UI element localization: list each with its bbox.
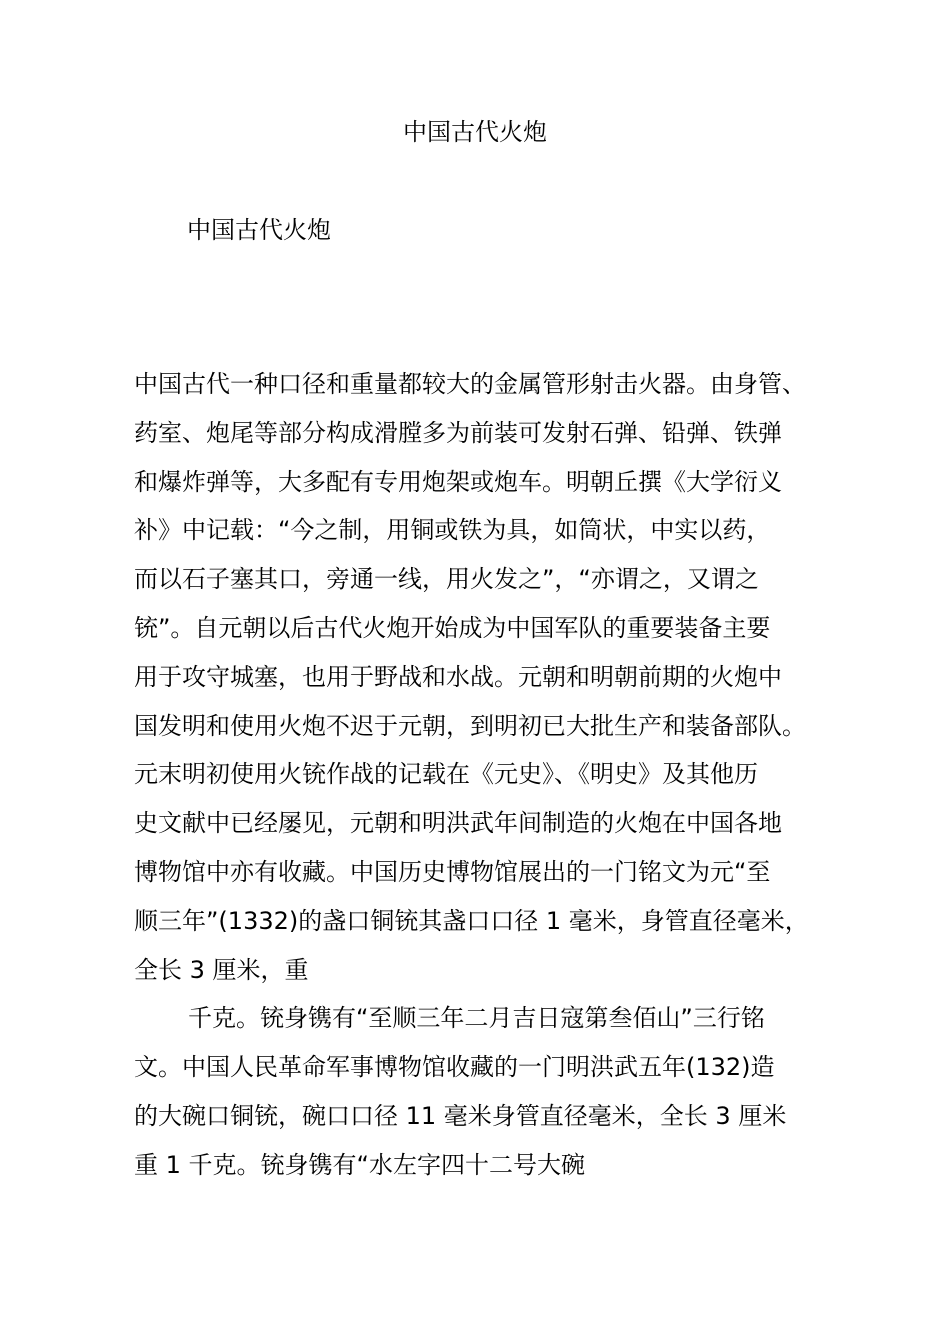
body-line: 史文献中已经屡见，元朝和明洪武年间制造的火炮在中国各地 [134,809,782,838]
body-line: 和爆炸弹等，大多配有专用炮架或炮车。明朝丘撰《大学衍义 [134,467,782,496]
body-line: 顺三年”(1332)的盏口铜铳其盏口口径 1 毫米，身管直径毫米， [134,906,809,935]
body-line: 重 1 千克。铳身镌有“水左字四十二号大碗 [134,1150,585,1179]
body-line: 全长 3 厘米，重 [134,955,309,984]
body-line: 用于攻守城塞，也用于野战和水战。元朝和明朝前期的火炮中 [134,662,782,691]
document-title: 中国古代火炮 [403,118,547,146]
body-line: 药室、炮尾等部分构成滑膛多为前装可发射石弹、铅弹、铁弹 [134,418,782,447]
body-line: 国发明和使用火炮不迟于元朝，到明初已大批生产和装备部队。 [134,711,806,740]
body-line: 元末明初使用火铳作战的记载在《元史》、《明史》及其他历 [134,760,758,789]
body-line: 而以石子塞其口，旁通一线，用火发之”，“亦谓之，又谓之 [134,565,759,594]
body-text [134,360,834,1190]
body-line: 的大碗口铜铳，碗口口径 11 毫米身管直径毫米，全长 3 厘米 [134,1101,787,1130]
body-line: 中国古代一种口径和重量都较大的金属管形射击火器。由身管、 [134,370,806,398]
body-line: 铳”。自元朝以后古代火炮开始成为中国军队的重要装备主要 [134,613,771,642]
body-line: 文。中国人民革命军事博物馆收藏的一门明洪武五年(132)造 [134,1053,775,1082]
body-line: 博物馆中亦有收藏。中国历史博物馆展出的一门铭文为元“至 [134,857,771,886]
body-line: 补》中记载：“今之制，用铜或铁为具，如筒状，中实以药， [134,516,771,545]
body-line-indented: 千克。铳身镌有“至顺三年二月吉日寇第叁佰山”三行铭 [188,1004,765,1033]
section-heading: 中国古代火炮 [187,216,331,244]
